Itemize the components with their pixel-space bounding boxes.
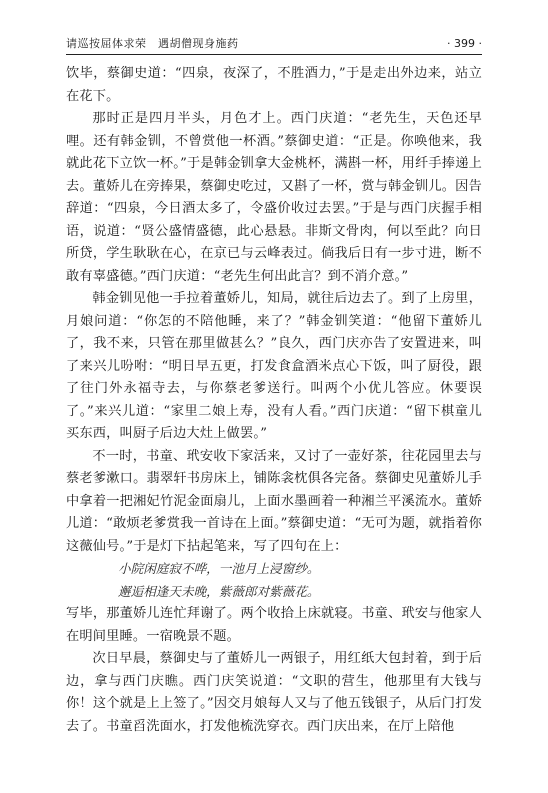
poem-block <box>66 558 482 603</box>
paragraph-1: 饮毕，蔡御史道：“四泉，夜深了，不胜酒力，”于是走出外边来，站立在花下。 <box>66 66 482 104</box>
paragraph-5: 写毕，那董娇儿连忙拜谢了。两个收拾上床就寝。书童、玳安与他家人在明间里睡。一宿晚景不题。 <box>66 606 482 644</box>
poem-line-2: 邂逅相逢天未晚，紫薇郎对紫薇花。 <box>118 583 320 599</box>
book-page <box>66 34 482 774</box>
paragraph-6: 次日早晨，蔡御史与了董娇儿一两银子，用红纸大包封着，到于后边，拿与西门庆瞧。西门庆笑说道：“文职的营生，他那里有大钱与你！这个就是上上签了。”因交月娘每人又与了他五钱银子，从后门打发去了。书童舀洗面水，打发他梳洗穿衣。西门庆出来，在厅上陪他 <box>66 651 482 734</box>
running-header <box>66 34 482 55</box>
paragraph-4: 不一时，书童、玳安收下家活来，又讨了一壶好茶，往花园里去与蔡老爹漱口。翡翠轩书房床上，铺陈衾枕俱各完备。蔡御史见董娇儿手中拿着一把湘妃竹泥金面扇儿，上面水墨画着一种湘兰平溪流水。董娇儿道：“敢烦老爹赏我一首诗在上面。”蔡御史道：“无可为题，就指着你这薇仙号。”于是灯下拈起笔来，写了四句在上： <box>66 448 482 554</box>
paragraph-2: 那时正是四月半头，月色才上。西门庆道：“老先生，天色还早哩。还有韩金钏，不曾赏他一杯酒。”蔡御史道：“正是。你唤他来，我就此花下立饮一杯。”于是韩金钏拿大金桃杯，满斟一杯，用纤手捧递上去。董娇儿在旁捧果，蔡御史吃过，又斟了一杯，赏与韩金钏儿。因告辞道：“四泉，今日酒太多了，令盛价收过去罢。”于是与西门庆握手相语，说道：“贤公盛情盛德，此心悬悬。非斯文骨肉，何以至此？向日所贷，学生耿耿在心，在京已与云峰表过。倘我后日有一步寸进，断不敢有辜盛德。”西门庆道：“老先生何出此言？到不消介意。” <box>66 111 482 284</box>
poem-line-1: 小院闲庭寂不哗，一池月上浸窗纱。 <box>118 561 320 576</box>
page-number: · 399 · <box>447 37 482 50</box>
page-body <box>66 63 482 738</box>
paragraph-3: 韩金钏见他一手拉着董娇儿，知局，就往后边去了。到了上房里，月娘问道：“你怎的不陪他睡，来了？”韩金钏笑道：“他留下董娇儿了，我不来，只管在那里做甚么？”良久，西门庆亦告了安置进来，叫了来兴儿吩咐：“明日早五更，打发食盒酒米点心下饭，叫了厨役，跟了往门外永福寺去，与你蔡老爹送行。叫两个小优儿答应。休要误了。”来兴儿道：“家里二娘上寿，没有人看。”西门庆道：“留下棋童儿买东西，叫厨子后边大灶上做罢。” <box>66 291 482 441</box>
chapter-title: 请巡按屈体求荣 遇胡僧现身施药 <box>66 37 239 50</box>
